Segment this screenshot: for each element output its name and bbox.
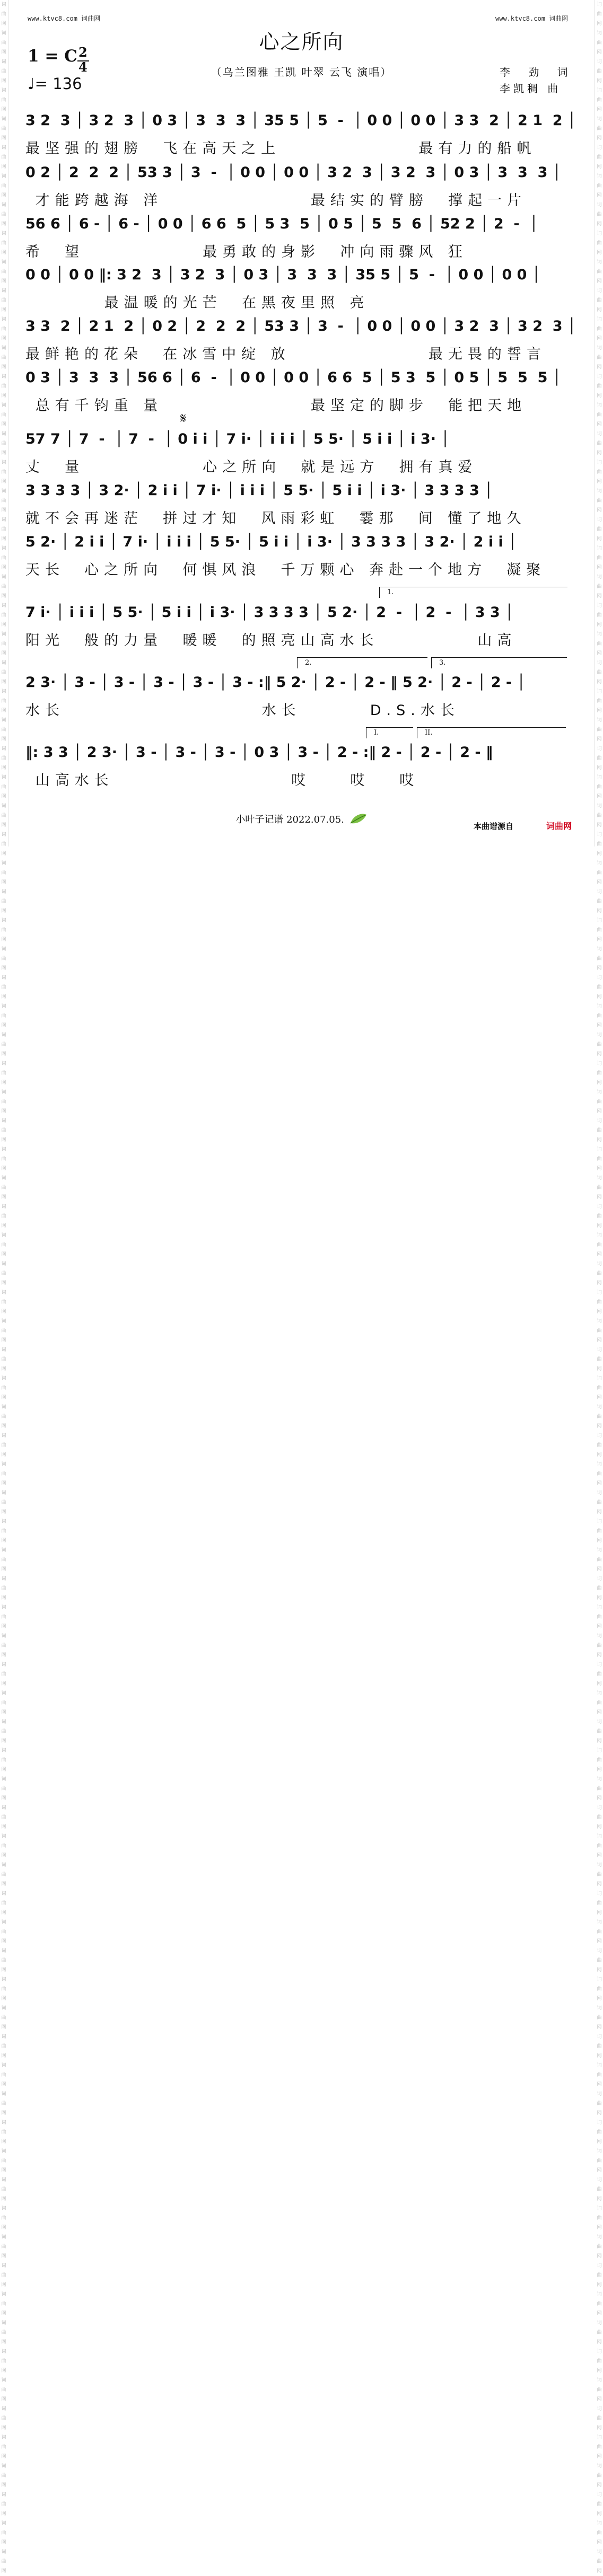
song-title: 心之所向 xyxy=(259,30,344,54)
volta-bracket-2 xyxy=(297,657,427,668)
lyric-row: 最鲜艳的花朵 在冰雪中绽 放 最无畏的誓言 xyxy=(25,346,546,363)
lyric-row: 丈 量 心之所向 就是远方 拥有真爱 xyxy=(25,459,478,475)
right-watermark-strip: 词曲网词曲网词曲网词曲网词曲网词曲网词曲网词曲网词曲网词曲网词曲网词曲网词曲网词曲网词曲网词曲网词曲网词曲网词曲网词曲网词曲网词曲网词曲网词曲网词曲网词曲网词曲网词曲网词曲网词曲网词曲网词曲网词曲网词曲网词曲网词曲网词曲网词曲网词曲网词曲网词曲网词曲网词曲网词曲网词曲网词曲网词曲网词曲网词曲网词曲网词曲网词曲网词曲网词曲网词曲网词曲网词曲网词曲网词曲网词曲网词曲网词曲网词曲网词曲网词曲网词曲网词曲网词曲网词曲网词曲网词曲网词曲网词曲网词曲网词曲网词曲网词曲网词曲网词曲网词曲网词曲网词曲网词曲网词曲网词曲网词曲网词曲网词曲网词曲网词曲网 xyxy=(597,2,602,2574)
lyric-row: 天长 心之所向 何惧风浪 千万颗心 奔赴一个地方 凝聚 xyxy=(25,562,546,578)
time-signature-top: 2 xyxy=(78,45,88,60)
volta-label-I: I. xyxy=(374,729,379,737)
site-url-right[interactable]: www.ktvc8.com 词曲网 xyxy=(495,15,569,22)
right-border-rule xyxy=(594,0,595,846)
notation-row: 7 i· │ i i i │ 5 5· │ 5 i i │ i 3· │ 3 3 3 3 │ 5 2· │ 2 - │ 2 - │ 3 3 │ xyxy=(25,604,514,621)
notation-row: 56 6 │ 6 - │ 6 - │ 0 0 │ 6 6 5 │ 5 3 5 │ 0 5 │ 5 5 6 │ 52 2 │ 2 - │ xyxy=(25,216,538,232)
volta-bracket-1 xyxy=(379,587,567,598)
volta-label-1: 1. xyxy=(387,588,394,596)
source-label: 本曲谱源自 xyxy=(474,822,514,831)
site-url-left[interactable]: www.ktvc8.com 词曲网 xyxy=(28,15,101,22)
notation-row: 5 2· │ 2 i i │ 7 i· │ i i i │ 5 5· │ 5 i i │ i 3· │ 3 3 3 3 │ 3 2· │ 2 i i │ xyxy=(25,534,517,550)
lyric-row: 阳光 般的力量 暖暖 的照亮山高水长 山高 xyxy=(25,632,517,649)
left-border-rule xyxy=(8,0,9,846)
leaf-icon xyxy=(349,813,368,828)
notation-row: 57 7 │ 7 - │ 7 - │ 0 i i │ 7 i· │ i i i │ 5 5· │ 5 i i │ i 3· │ xyxy=(25,431,450,447)
notation-row: ‖: 3 3 │ 2 3· │ 3 - │ 3 - │ 3 - │ 0 3 │ 3 - │ 2 - :‖ 2 - │ 2 - │ 2 - ‖ xyxy=(25,744,493,761)
lyric-row: 就不会再迷茫 拼过才知 风雨彩虹 霎那 间 懂了地久 xyxy=(25,510,527,527)
singers-line: （乌兰图雅 王凯 叶翠 云飞 演唱） xyxy=(211,66,392,78)
lyric-row: 才能跨越海 洋 最结实的臂膀 撑起一片 xyxy=(25,192,527,209)
time-signature-bottom: 4 xyxy=(78,59,88,75)
lyric-row: 最坚强的翅膀 飞在高天之上 最有力的船帆 xyxy=(25,140,537,157)
lyricist-credit: 李 劲 词 xyxy=(500,66,575,78)
notation-row: 0 2 │ 2 2 2 │ 53 3 │ 3 - │ 0 0 │ 0 0 │ 3 2 3 │ 3 2 3 │ 0 3 │ 3 3 3 │ xyxy=(25,164,562,181)
key-signature: 1 = C xyxy=(28,47,77,66)
left-watermark-strip: 词曲网词曲网词曲网词曲网词曲网词曲网词曲网词曲网词曲网词曲网词曲网词曲网词曲网词曲网词曲网词曲网词曲网词曲网词曲网词曲网词曲网词曲网词曲网词曲网词曲网词曲网词曲网词曲网词曲网词曲网词曲网词曲网词曲网词曲网词曲网词曲网词曲网词曲网词曲网词曲网词曲网词曲网词曲网词曲网词曲网词曲网词曲网词曲网词曲网词曲网词曲网词曲网词曲网词曲网词曲网词曲网词曲网词曲网词曲网词曲网词曲网词曲网词曲网词曲网词曲网词曲网词曲网词曲网词曲网词曲网词曲网词曲网词曲网词曲网词曲网词曲网词曲网词曲网词曲网词曲网词曲网词曲网词曲网词曲网词曲网词曲网词曲网词曲网词曲网词曲网 xyxy=(1,2,6,2574)
lyric-row: 最温暖的光芒 在黑夜里照 亮 xyxy=(25,295,370,311)
notation-row: 3 3 3 3 │ 3 2· │ 2 i i │ 7 i· │ i i i │ 5 5· │ 5 i i │ i 3· │ 3 3 3 3 │ xyxy=(25,482,493,499)
notation-row: 0 0 │ 0 0 ‖: 3 2 3 │ 3 2 3 │ 0 3 │ 3 3 3 │ 35 5 │ 5 - │ 0 0 │ 0 0 │ xyxy=(25,267,541,283)
brand-link[interactable]: 词曲网 xyxy=(546,821,572,831)
lyric-row: 水长 水长 D.S.水长 xyxy=(25,702,460,719)
notation-row: 3 3 2 │ 2 1 2 │ 0 2 │ 2 2 2 │ 53 3 │ 3 - │ 0 0 │ 0 0 │ 3 2 3 │ 3 2 3 │ xyxy=(25,318,576,334)
volta-bracket-I xyxy=(366,727,413,738)
notation-row: 3 2 3 │ 3 2 3 │ 0 3 │ 3 3 3 │ 35 5 │ 5 - │ 0 0 │ 0 0 │ 3 3 2 │ 2 1 2 │ xyxy=(25,112,576,129)
composer-credit: 李凯稠 曲 xyxy=(500,82,562,95)
footer-text: 小叶子记谱 2022.07.05. xyxy=(235,814,344,825)
volta-label-3: 3. xyxy=(439,659,446,667)
tempo-marking: ♩= 136 xyxy=(28,75,82,93)
lyric-row: 总有千钧重 量 最坚定的脚步 能把天地 xyxy=(25,398,527,414)
segno-sign: 𝄋 xyxy=(180,411,187,427)
volta-bracket-3 xyxy=(431,657,567,668)
notation-row: 2 3· │ 3 - │ 3 - │ 3 - │ 3 - │ 3 - :‖ 5 2· │ 2 - │ 2 - ‖ 5 2· │ 2 - │ 2 - │ xyxy=(25,674,526,691)
notation-row: 0 3 │ 3 3 3 │ 56 6 │ 6 - │ 0 0 │ 0 0 │ 6 6 5 │ 5 3 5 │ 0 5 │ 5 5 5 │ xyxy=(25,369,562,386)
lyric-row: 希 望 最勇敢的身影 冲向雨骤风 狂 xyxy=(25,244,468,260)
lyric-row: 山高水长 哎 哎 哎 xyxy=(25,772,420,789)
volta-label-II: II. xyxy=(425,729,433,737)
volta-bracket-II xyxy=(417,727,566,738)
volta-label-2: 2. xyxy=(305,659,312,667)
